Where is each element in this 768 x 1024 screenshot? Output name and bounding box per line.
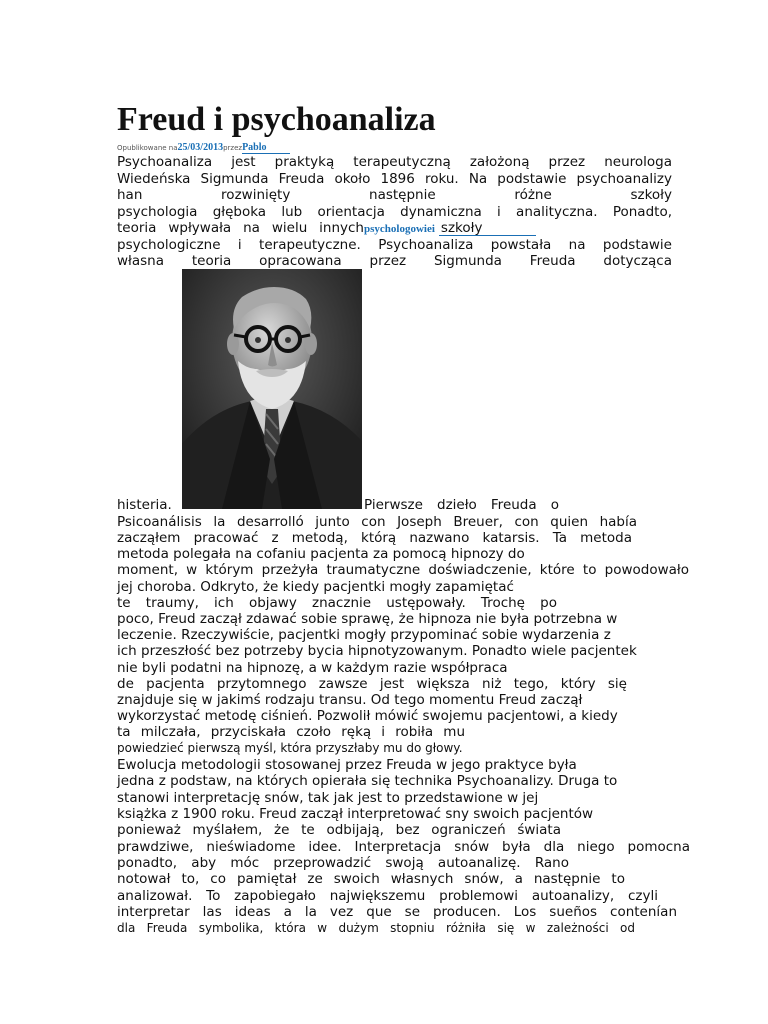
text-line: interpretar las ideas a la vez que se producen. Los sueños contenían (117, 904, 677, 920)
text-line: znajduje się w jakimś rodzaju transu. Od tego momentu Freud zaczął (117, 692, 583, 708)
text-line: psychologiczne i terapeutyczne. Psychoanaliza powstała na podstawie (117, 237, 672, 253)
text-line: stanowi interpretację snów, tak jak jest to przedstawione w jej (117, 790, 539, 806)
text-line: własna teoria opracowana przez Sigmunda Freuda dotycząca (117, 253, 672, 269)
text-line-with-links (117, 220, 672, 236)
text-line: notował to, co pamiętał ze swoich własnych snów, a następnie to (117, 871, 625, 887)
article-title: Freud i psychoanaliza (117, 101, 436, 138)
text-line: han rozwinięty następnie różne szkoły (117, 187, 672, 203)
text-line: te traumy, ich objawy znacznie ustępowały. Trochę po (117, 595, 557, 611)
text-line: Wiedeńska Sigmunda Freuda około 1896 roku. Na podstawie psychoanalizy (117, 171, 672, 187)
text-line: de pacjenta przytomnego zawsze jest większa niż tego, który się (117, 676, 627, 692)
byline (117, 141, 290, 155)
text-line: książka z 1900 roku. Freud zaczął interpretować sny swoich pacjentów (117, 806, 594, 822)
text-line: histeria. (117, 497, 172, 513)
text-line: psychologia głęboka lub orientacja dynamiczna i analityczna. Ponadto, (117, 204, 672, 220)
by-label: przez (223, 144, 243, 152)
text-line: Pierwsze dzieło Freuda o (364, 497, 559, 513)
text-line: poco, Freud zaczął zdawać sobie sprawę, że hipnoza nie była potrzebna w (117, 611, 618, 627)
text-line: Psicoanálisis la desarrolló junto con Joseph Breuer, con quien había (117, 514, 637, 530)
schools-link[interactable]: szkoły (439, 222, 536, 236)
conjunction-link[interactable]: i (431, 223, 435, 235)
freud-portrait-image (182, 269, 362, 509)
text-line: prawdziwe, nieświadome idee. Interpretacja snów była dla niego pomocna (117, 839, 690, 855)
text-line: jej choroba. Odkryto, że kiedy pacjentki mogły zapamiętać (117, 579, 514, 595)
text-line: leczenie. Rzeczywiście, pacjentki mogły przypominać sobie wydarzenia z (117, 627, 611, 643)
published-label: Opublikowane na (117, 144, 178, 152)
text-line: metoda polegała na cofaniu pacjenta za pomocą hipnozy do (117, 546, 525, 562)
text-line: ta milczała, przyciskała czoło ręką i robiła mu (117, 724, 465, 740)
text-line: Ewolucja metodologii stosowanej przez Freuda w jego praktyce była (117, 757, 577, 773)
text-line: dla Freuda symbolika, która w dużym stopniu różniła się w zależności od (117, 921, 635, 935)
text-line: ponieważ myślałem, że te odbijają, bez ograniczeń świata (117, 822, 561, 838)
text-line: Psychoanaliza jest praktyką terapeutyczną założoną przez neurologa (117, 154, 672, 170)
date-link[interactable]: 25/03/2013 (177, 142, 224, 153)
psychologists-link[interactable]: psychologowie (364, 223, 432, 235)
text-line: nie byli podatni na hipnozę, a w każdym razie współpraca (117, 660, 508, 676)
text-line: analizował. To zapobiegało największemu problemowi autoanalizy, czyli (117, 888, 658, 904)
text-line: moment, w którym przeżyła traumatyczne doświadczenie, które to powodowało (117, 562, 689, 578)
portrait-svg (182, 269, 362, 509)
text-line: zacząłem pracować z metodą, którą nazwano katarsis. Ta metoda (117, 530, 632, 546)
text-line: ich przeszłość bez potrzeby bycia hipnotyzowanym. Ponadto wiele pacjentek (117, 643, 637, 659)
text-fragment: teoria wpływała na wielu innych (117, 220, 364, 236)
text-line: powiedzieć pierwszą myśl, która przyszłaby mu do głowy. (117, 741, 463, 755)
author-link[interactable]: Pablo (242, 142, 290, 154)
text-line: jedna z podstaw, na których opierała się technika Psychoanalizy. Druga to (117, 773, 618, 789)
text-line: wykorzystać metodę ciśnień. Pozwolił mówić swojemu pacjentowi, a kiedy (117, 708, 618, 724)
text-line: ponadto, aby móc przeprowadzić swoją autoanalizę. Rano (117, 855, 569, 871)
